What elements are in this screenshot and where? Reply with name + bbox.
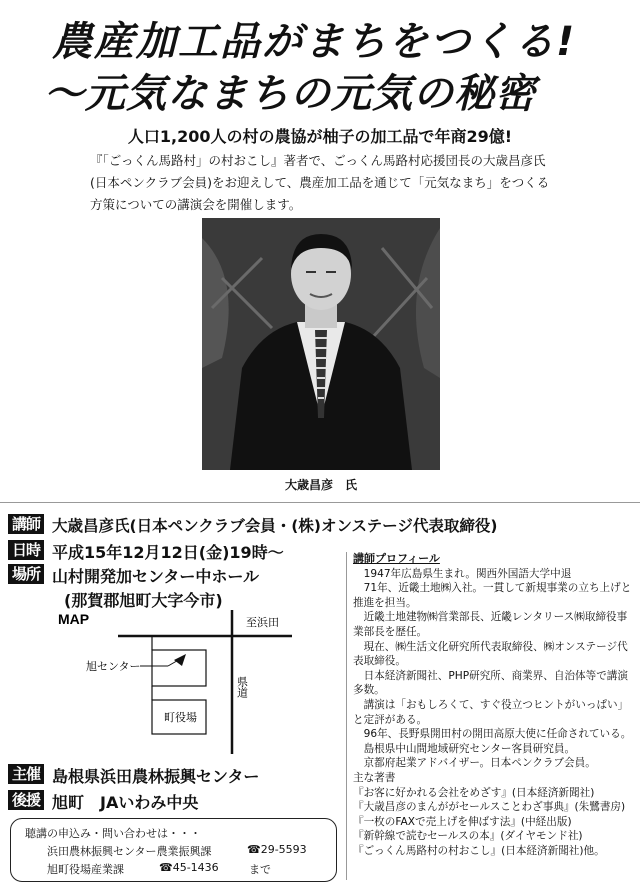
works-item: 『お客に好かれる会社をめざす』(日本経済新聞社) <box>353 786 595 799</box>
map-center-label: 旭センター <box>86 660 141 673</box>
datetime-value: 平成15年12月12日(金)19時〜 <box>52 543 284 562</box>
works-heading: 主な著書 <box>353 771 396 784</box>
contact-suffix: まで <box>249 863 271 876</box>
profile-line: 近畿土地建物㈱営業部長、近畿レンタリース㈱取締役事業部長を歴任。 <box>353 611 628 638</box>
title-line-1: 農産加工品がまちをつくる! <box>52 19 577 65</box>
photo-caption: 大歳昌彦 氏 <box>284 478 357 492</box>
profile-line: 71年、近畿土地㈱入社。一貫して新規事業の立ち上げと推進を担当。 <box>353 582 632 609</box>
host-value: 島根県浜田農林振興センター <box>52 767 260 786</box>
contact-box <box>10 818 337 882</box>
label-host: 主催 <box>8 764 44 784</box>
support-value: 旭町 JAいわみ中央 <box>52 793 199 812</box>
works-item: 『一枚のFAXで売上げを伸ばす法』(中経出版) <box>353 815 572 828</box>
works-item: 『ごっくん馬路村の村おこし』(日本経済新聞社)他。 <box>353 844 605 857</box>
contact-tel-1: ☎29-5593 <box>247 843 307 856</box>
speaker-value: 大歳昌彦氏(日本ペンクラブ会員・(株)オンステージ代表取締役) <box>52 517 498 535</box>
map-prefectural-road: 県道 <box>235 676 249 698</box>
divider <box>0 502 640 503</box>
speaker-photo <box>202 218 440 470</box>
contact-intro: 聴講の申込み・問い合わせは・・・ <box>25 827 201 840</box>
subtitle: 人口1,200人の村の農協が柚子の加工品で年商29億! <box>127 127 513 146</box>
contact-org-2: 旭町役場産業課 <box>47 863 124 876</box>
label-venue: 場所 <box>8 564 44 584</box>
profile-line: 1947年広島県生まれ。関西外国語大学中退 <box>353 567 572 580</box>
contact-tel-2: ☎45-1436 <box>159 861 219 874</box>
map-to-hamada: 至浜田 <box>246 616 279 629</box>
profile-line: 現在、㈱生活文化研究所代表取締役、㈱オンステージ代表取締役。 <box>353 640 628 668</box>
venue-address: (那賀郡旭町大字今市) <box>64 591 223 610</box>
contact-org-1: 浜田農林振興センター農業振興課 <box>47 845 212 858</box>
profile-line: 島根県中山間地域研究センター客員研究員。 <box>353 742 576 755</box>
speaker-profile <box>346 552 637 880</box>
works-item: 『新幹線で読むセールスの本』(ダイヤモンド社) <box>353 830 583 843</box>
label-speaker: 講師 <box>8 514 44 534</box>
profile-heading: 講師プロフィール <box>353 552 440 565</box>
intro-text: 『「ごっくん馬路村」の村おこし』著者で、ごっくん馬路村応援団長の大歳昌彦氏(日本ペンクラブ会員)をお迎えして、農産加工品を通じて「元気なまち」をつくる方策についての講演会を開催します。 <box>90 153 550 212</box>
works-item: 『大歳昌彦のまんががセールスことわざ事典』(朱鷺書房) <box>353 801 626 814</box>
access-map <box>56 608 296 756</box>
label-support: 後援 <box>8 790 44 810</box>
profile-line: 日本経済新聞社、PHP研究所、商業界、自治体等で講演多数。 <box>353 669 628 697</box>
map-title: MAP <box>58 611 90 627</box>
profile-line: 講演は「おもしろくて、すぐ役立つヒントがいっぱい」と定評がある。 <box>353 698 629 726</box>
speaker-portrait-icon <box>202 218 440 470</box>
venue-value: 山村開発加センター中ホール <box>52 567 260 586</box>
label-datetime: 日時 <box>8 540 44 560</box>
title-line-2: 〜元気なまちの元気の秘密 <box>44 71 536 117</box>
map-town-office: 町役場 <box>164 711 197 724</box>
profile-line: 96年、長野県開田村の開田高原大使に任命されている。 <box>353 728 632 741</box>
profile-line: 京都府起業アドバイザー。日本ペンクラブ会員。 <box>353 757 596 770</box>
